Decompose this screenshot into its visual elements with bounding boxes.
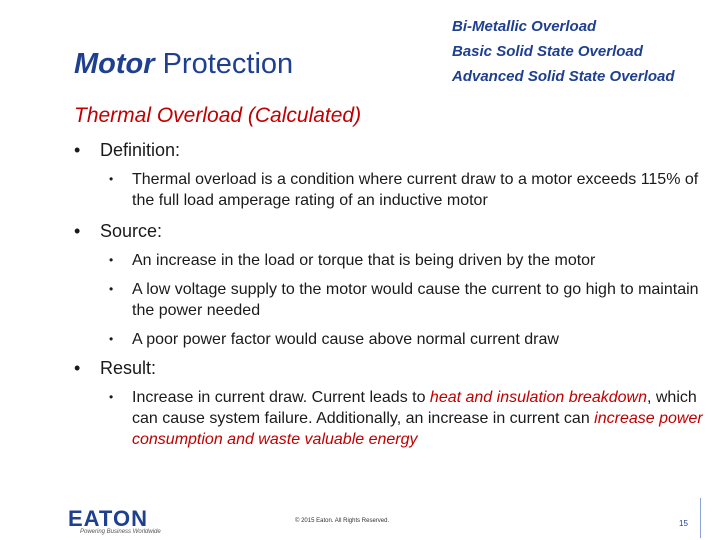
result-heading: • Result:	[74, 358, 157, 378]
bullet-icon: •	[109, 390, 114, 404]
definition-item: • Thermal overload is a condition where current draw to a motor exceeds 115% of the full load amperage rating of an inductive motor	[109, 171, 699, 209]
title-rest: Protection	[154, 48, 294, 80]
definition-heading: • Definition:	[74, 140, 181, 160]
result-item: • Increase in current draw. Current leads to heat and insulation breakdown, which can cause system failure. Additionally, an increase in current can increase power consumption and waste valuable energy	[109, 389, 703, 448]
logo-tagline: Powering Business Worldwide	[80, 529, 161, 535]
section-subtitle: Thermal Overload (Calculated)	[74, 104, 362, 127]
source-heading: • Source:	[74, 221, 163, 241]
copyright: © 2015 Eaton. All Rights Reserved.	[295, 518, 390, 524]
highlight-text: heat and insulation breakdown	[429, 389, 647, 406]
eaton-logo: EATON Powering Business Worldwide	[68, 506, 161, 535]
footer-divider	[700, 498, 701, 538]
bullet-content	[72, 140, 712, 458]
source-item: • An increase in the load or torque that is being driven by the motor	[109, 252, 596, 269]
bullet-icon: •	[74, 140, 81, 160]
topic-basic-solid-state: Basic Solid State Overload	[452, 43, 643, 60]
page-title	[74, 48, 293, 81]
page-number: 15	[679, 519, 688, 528]
bullet-icon: •	[109, 332, 114, 346]
title-bold: Motor	[74, 48, 155, 80]
topic-bimetallic: Bi-Metallic Overload	[452, 18, 597, 35]
bullet-icon: •	[109, 172, 114, 186]
bullet-icon: •	[109, 282, 114, 296]
topic-list	[452, 14, 675, 89]
bullet-icon: •	[74, 358, 81, 378]
highlight-text: increase power consumption and waste valuable energy	[132, 410, 703, 448]
source-item: • A poor power factor would cause above normal current draw	[109, 331, 559, 348]
source-item: • A low voltage supply to the motor would cause the current to go high to maintain the power needed	[109, 281, 699, 319]
bullet-icon: •	[109, 253, 114, 267]
bullet-icon: •	[74, 221, 81, 241]
topic-advanced-solid-state: Advanced Solid State Overload	[452, 68, 675, 85]
